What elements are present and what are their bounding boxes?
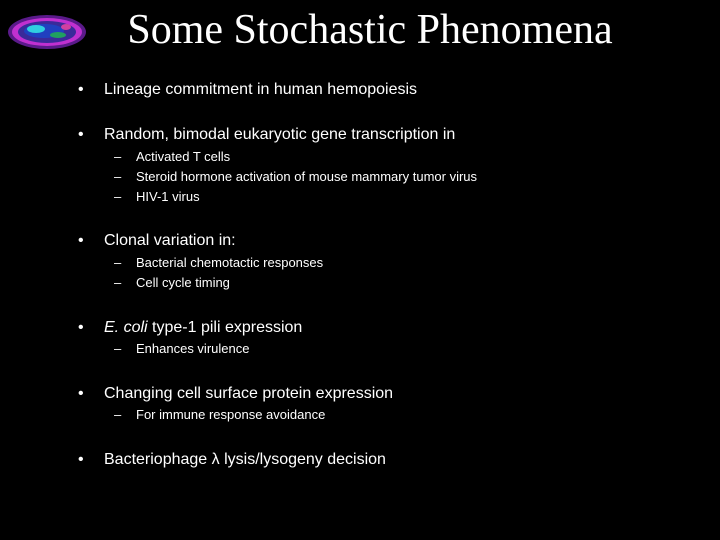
- sub-item-text: HIV-1 virus: [136, 189, 200, 204]
- sub-item-virulence: [114, 340, 249, 358]
- bullet-marker: •: [78, 451, 84, 468]
- bullet-marker: •: [78, 232, 84, 249]
- bullet-marker: •: [78, 319, 84, 336]
- sub-item-text: Activated T cells: [136, 149, 231, 164]
- bullet-bacteriophage: [78, 450, 386, 470]
- bullet-text: Changing cell surface protein expression: [104, 385, 394, 402]
- sub-item-cell-cycle: [114, 274, 230, 292]
- bullet-marker: •: [78, 385, 84, 402]
- sub-item-text: Steroid hormone activation of mouse mammary tumor virus: [136, 169, 478, 184]
- sub-marker: –: [114, 255, 122, 270]
- bullet-clonal-variation: [78, 231, 236, 251]
- sub-marker: –: [114, 149, 122, 164]
- bullet-marker: •: [78, 126, 84, 143]
- sub-item-text: Cell cycle timing: [136, 275, 230, 290]
- sub-marker: –: [114, 275, 122, 290]
- sub-marker: –: [114, 169, 122, 184]
- sub-item-chemotactic: [114, 254, 323, 272]
- sub-item-t-cells: [114, 148, 230, 166]
- bullet-surface-protein: [78, 384, 393, 404]
- bullet-gene-transcription: [78, 125, 455, 145]
- sub-item-steroid-hormone: [114, 168, 477, 186]
- bullet-text-after: lysis/lysogeny decision: [219, 451, 386, 468]
- sub-marker: –: [114, 189, 122, 204]
- bullet-marker: •: [78, 81, 84, 98]
- sub-item-text: Bacterial chemotactic responses: [136, 255, 324, 270]
- sub-marker: –: [114, 407, 122, 422]
- sub-item-hiv: [114, 188, 200, 206]
- bullet-text-before: Bacteriophage: [104, 451, 212, 468]
- slide-title: Some Stochastic Phenomena: [127, 7, 613, 53]
- sub-marker: –: [114, 341, 122, 356]
- bullet-text: type-1 pili expression: [147, 319, 303, 336]
- bullet-text-italic: E. coli: [104, 319, 148, 336]
- bullet-text: Random, bimodal eukaryotic gene transcription in: [104, 126, 456, 143]
- bullet-text: Clonal variation in:: [104, 232, 236, 249]
- bullet-lineage-commitment: [78, 80, 417, 100]
- bullet-pili-expression: [78, 318, 302, 338]
- sub-item-text: Enhances virulence: [136, 341, 250, 356]
- bullet-text: Lineage commitment in human hemopoiesis: [104, 81, 418, 98]
- sub-item-text: For immune response avoidance: [136, 407, 326, 422]
- sub-item-immune-avoidance: [114, 406, 325, 424]
- lambda-symbol: λ: [211, 451, 220, 468]
